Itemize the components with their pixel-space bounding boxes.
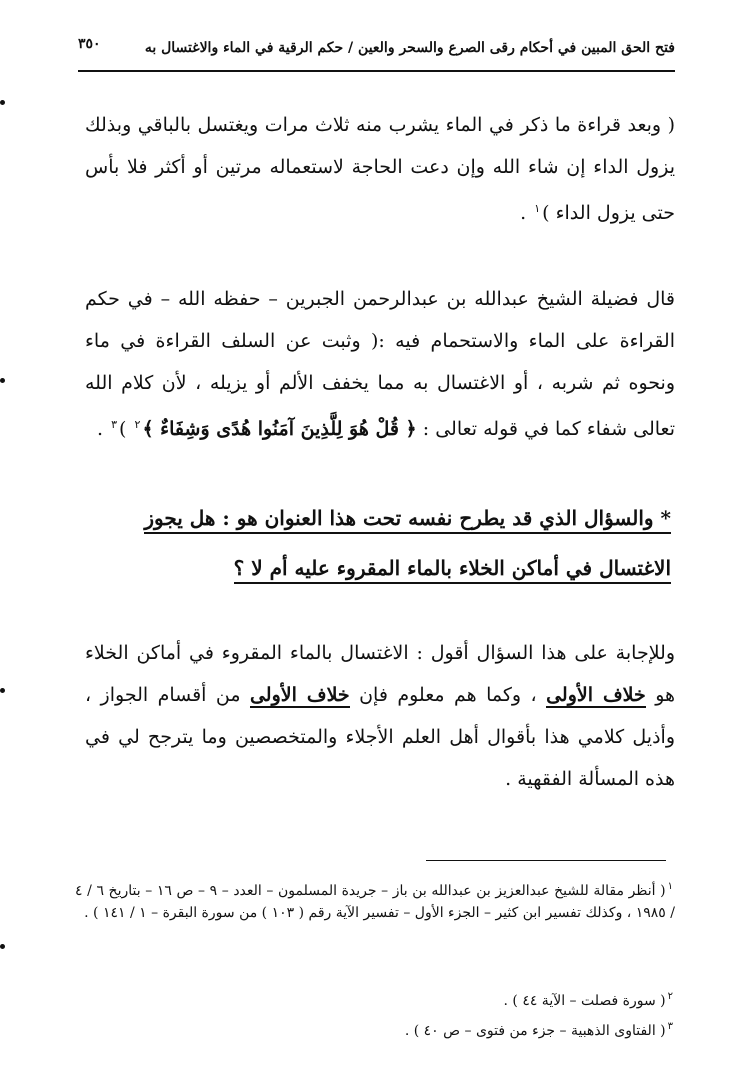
paragraph-1 — [85, 104, 675, 234]
header-title: فتح الحق المبين في أحكام رقى الصرع والسحر والعين / حكم الرقية في الماء والاغتسال به — [144, 40, 675, 56]
footnote-2-number: ٢ — [667, 991, 673, 1002]
footnote-2 — [75, 986, 675, 1012]
binding-hole-mark — [0, 378, 5, 383]
question-line-1: * والسؤال الذي قد يطرح نفسه تحت هذا العنوان هو : هل يجوز — [144, 506, 671, 534]
paragraph-1-text: ( وبعد قراءة ما ذكر في الماء يشرب منه ثلاث مرات ويغتسل بالباقي وبذلك يزول الداء إن شاء الله وإن دعت الحاجة لاستعماله مرتين أو أكثر فلا بأس حتى يزول الداء ) — [85, 114, 675, 224]
footnote-1 — [75, 876, 675, 924]
answer-part-1: وللإجابة على هذا السؤال أقول : الاغتسال بالماء المقروء في أماكن الخلاء هو — [85, 642, 676, 706]
footnote-ref-1[interactable]: ١ — [534, 202, 541, 215]
footnote-ref-2[interactable]: ٢ — [134, 418, 141, 431]
footnote-3-number: ٣ — [667, 1021, 673, 1032]
question-line-2: الاغتسال في أماكن الخلاء بالماء المقروء عليه أم لا ؟ — [234, 556, 671, 584]
paragraph-2-text: قال فضيلة الشيخ عبدالله بن عبدالرحمن الجبرين – حفظه الله – في حكم القراءة على الماء والاستحمام فيه :( وثبت عن السلف القراءة في ماء ونحوه ثم شربه ، أو الاغتسال به مما يخفف الألم أو يزيله ، لأن كلام الله تعالى شفاء كما في قوله تعالى : — [85, 288, 675, 440]
binding-hole-mark — [0, 944, 5, 949]
quote-close: ) — [119, 418, 127, 440]
footnote-3 — [75, 1016, 675, 1042]
footnote-1-number: ١ — [667, 881, 674, 892]
running-header — [78, 34, 675, 72]
emphasis-khilaf-2: خلاف الأولى — [249, 684, 350, 706]
paragraph-2-end: . — [97, 418, 104, 440]
paragraph-2 — [85, 278, 675, 450]
footnote-ref-3[interactable]: ٣ — [111, 418, 118, 431]
footnote-2-text: ( سورة فصلت – الآية ٤٤ ) . — [503, 993, 666, 1009]
binding-hole-mark — [0, 100, 5, 105]
footnote-separator — [426, 860, 666, 861]
answer-part-3: من أقسام الجواز ، وأذيل كلامي هذا بأقوال أهل العلم الأجلاء والمتخصصين وما يترجح لي في هذه المسألة الفقهية . — [85, 684, 675, 790]
page-number: ٣٥٠ — [78, 36, 101, 52]
binding-hole-mark — [0, 688, 5, 693]
paragraph-1-end: . — [520, 202, 527, 224]
answer-part-2: ، وكما هم معلوم فإن — [359, 684, 537, 706]
footnote-3-text: ( الفتاوى الذهبية – جزء من فتوى – ص ٤٠ ) . — [404, 1023, 666, 1039]
quran-verse: ﴿ قُلْ هُوَ لِلَّذِينَ آمَنُوا هُدًى وَشِفَاءٌ ﴾ — [142, 418, 417, 440]
emphasis-khilaf-1: خلاف الأولى — [546, 684, 646, 706]
footnote-1-text: ( أنظر مقالة للشيخ عبدالعزيز بن عبدالله بن باز – جريدة المسلمون – العدد – ٩ – ص ١٦ – بتاريخ ٦ / ٤ / ١٩٨٥ ، وكذلك تفسير ابن كثير – الجزء الأول – تفسير الآية رقم ( ١٠٣ ) من سورة البقرة – ١ / ١٤١ ) . — [75, 883, 675, 921]
paragraph-answer — [85, 632, 675, 800]
